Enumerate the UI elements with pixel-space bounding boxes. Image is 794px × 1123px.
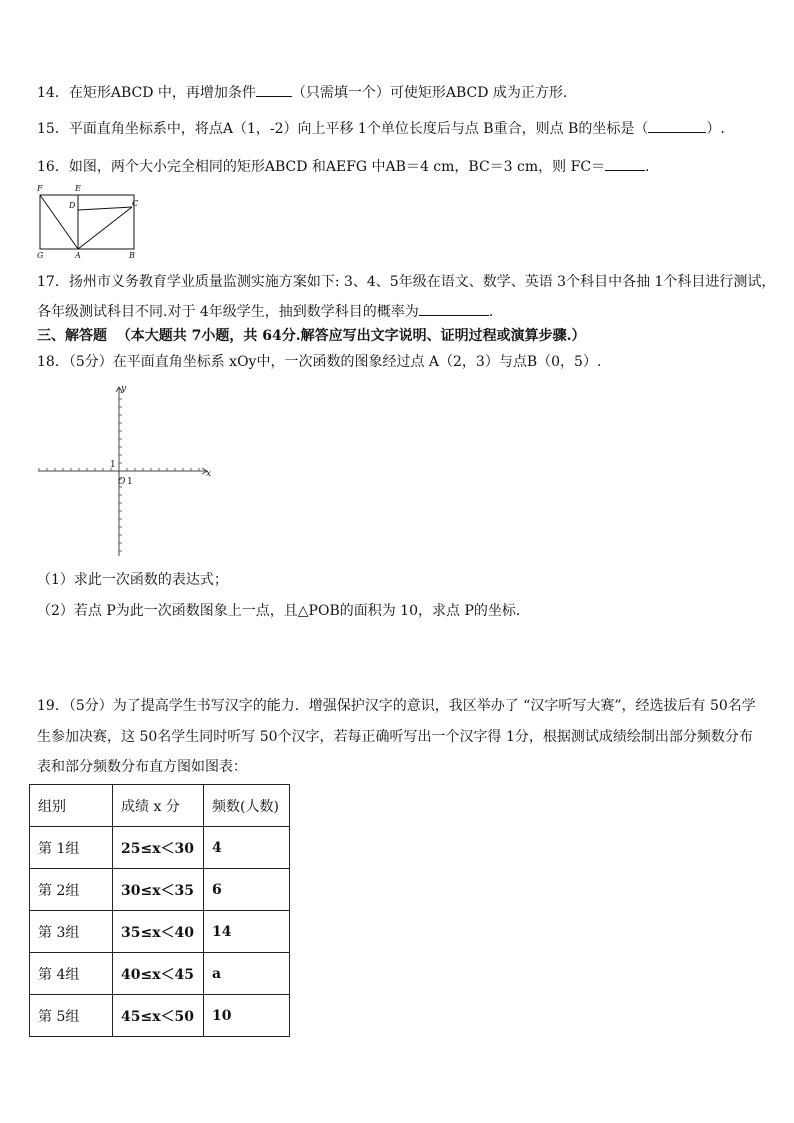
- question-19-line3: [37, 757, 247, 777]
- question-text: ）.: [706, 121, 725, 137]
- segment-dc: [78, 207, 132, 210]
- question-18-part-1: [37, 570, 228, 590]
- answer-blank: [256, 82, 292, 97]
- question-number: 18．: [37, 354, 69, 370]
- frequency-cell: a: [204, 953, 290, 995]
- question-number: 17．: [37, 274, 69, 290]
- x-unit-label: 1: [127, 477, 133, 487]
- point-label-a: A: [75, 251, 81, 260]
- y-unit-label: 1: [110, 460, 116, 470]
- range-cell: 40≤x＜45: [113, 953, 204, 995]
- question-text: .: [645, 159, 650, 175]
- point-label-g: G: [37, 251, 44, 260]
- frequency-cell: 6: [204, 869, 290, 911]
- y-axis-label: y: [121, 384, 127, 394]
- answer-blank: [648, 118, 706, 133]
- question-text: （5分）为了提高学生书写汉字的能力．增强保护汉字的意识，我区举办了 “汉字听写大赛”，经选拔后有 50名学: [68, 698, 756, 714]
- frequency-cell: 10: [204, 995, 290, 1037]
- answer-blank: [605, 156, 645, 171]
- question-text: .: [488, 304, 494, 320]
- question-text: （只需填一个）可使矩形ABCD 成为正方形．: [291, 85, 577, 101]
- question-18: [37, 352, 601, 372]
- range-cell: 30≤x＜35: [113, 869, 204, 911]
- group-cell: 第 4组: [30, 953, 113, 995]
- group-cell: 第 3组: [30, 911, 113, 953]
- table-header-cell: 组别: [30, 785, 113, 827]
- point-label-d: D: [69, 201, 76, 210]
- question-number: 14．: [37, 85, 69, 101]
- table-header-cell: 频数(人数): [204, 785, 290, 827]
- question-15: [37, 118, 725, 139]
- group-cell: 第 1组: [30, 827, 113, 869]
- question-number: 19．: [37, 698, 69, 714]
- question-text: 表和部分频数分布直方图如图表：: [37, 759, 247, 775]
- question-text: 各年级测试科目不同.对于 4年级学生，抽到数学科目的概率为: [37, 304, 419, 320]
- table-row: [30, 827, 290, 869]
- question-17-line1: [37, 272, 775, 292]
- question-text: （2）若点 P为此一次函数图象上一点，且△POB的面积为 10，求点 P的坐标．: [37, 603, 530, 619]
- question-text: 扬州市义务教育学业质量监测实施方案如下: 3、4、5年级在语文、数学、英语 3个科目中各抽 1个科目进行测试，: [68, 274, 776, 290]
- point-label-f: F: [37, 184, 43, 193]
- question-19-line1: [37, 696, 756, 716]
- question-text: 在矩形ABCD 中，再增加条件: [68, 85, 256, 101]
- section-heading: [37, 326, 585, 346]
- group-cell: 第 2组: [30, 869, 113, 911]
- question-text: 如图，两个大小完全相同的矩形ABCD 和AEFG 中AB＝4 cm，BC＝3 cm，则 FC＝: [68, 159, 606, 175]
- question-18-part-2: [37, 601, 530, 621]
- frequency-cell: 14: [204, 911, 290, 953]
- table-row: [30, 869, 290, 911]
- table-header-row: [30, 785, 290, 827]
- answer-blank: [419, 301, 489, 316]
- section-title: 三、解答题: [37, 328, 107, 344]
- segment-ac: [78, 207, 132, 249]
- group-cell: 第 5组: [30, 995, 113, 1037]
- frequency-cell: 4: [204, 827, 290, 869]
- rectangle-efga-outer: [40, 195, 134, 249]
- point-label-c: C: [132, 199, 139, 208]
- question-19-line2: [37, 727, 753, 747]
- question-number: 15．: [37, 121, 69, 137]
- table-row: [30, 911, 290, 953]
- coordinate-plane: [34, 380, 214, 560]
- origin-label: O: [118, 477, 126, 487]
- point-label-e: E: [75, 184, 81, 193]
- section-description: （本大题共 7小题，共 64分.解答应写出文字说明、证明过程或演算步骤.）: [116, 328, 586, 344]
- frequency-table: [29, 784, 290, 1037]
- table-row: [30, 953, 290, 995]
- range-cell: 45≤x＜50: [113, 995, 204, 1037]
- range-cell: 25≤x＜30: [113, 827, 204, 869]
- question-text: 平面直角坐标系中，将点A（1，-2）向上平移 1个单位长度后与点 B重合，则点 B的坐标是（: [68, 121, 649, 137]
- range-cell: 35≤x＜40: [113, 911, 204, 953]
- point-label-b: B: [129, 251, 135, 260]
- question-number: 16．: [37, 159, 69, 175]
- question-text: 生参加决赛，这 50名学生同时听写 50个汉字，若每正确听写出一个汉字得 1分，根据测试成绩绘制出部分频数分布: [37, 729, 753, 745]
- question-text: （1）求此一次函数的表达式；: [37, 572, 228, 588]
- table-header-cell: 成绩 x 分: [113, 785, 204, 827]
- table-row: [30, 995, 290, 1037]
- question-17-line2: [37, 301, 493, 322]
- rectangles-figure: [34, 182, 146, 260]
- question-text: （5分）在平面直角坐标系 xOy中，一次函数的图象经过点 A（2，3）与点B（0，5）.: [68, 354, 602, 370]
- question-14: [37, 82, 577, 103]
- question-16: [37, 156, 649, 177]
- x-axis-label: x: [206, 469, 212, 479]
